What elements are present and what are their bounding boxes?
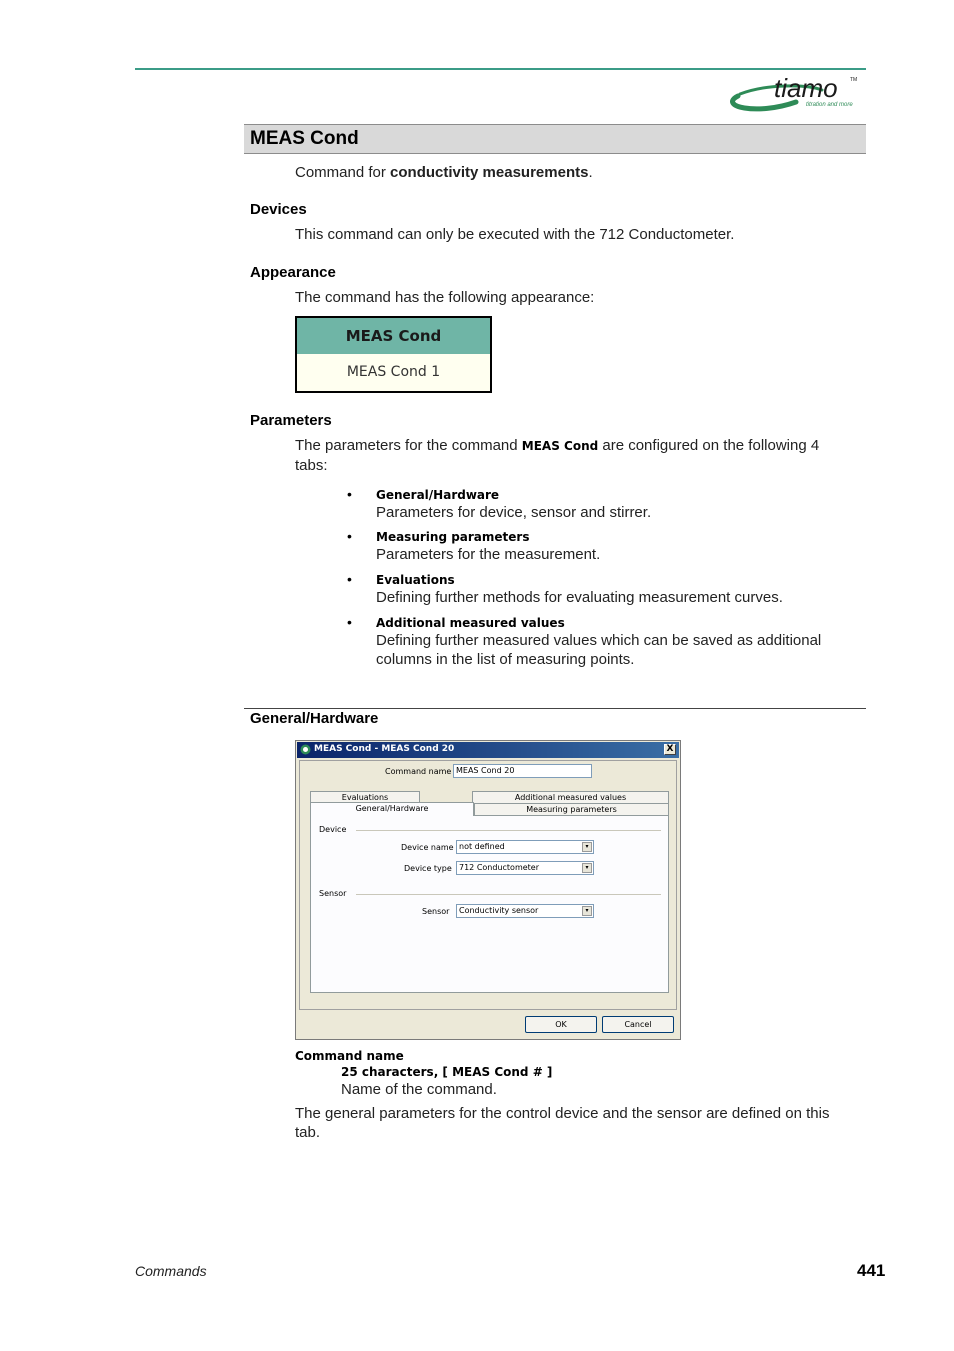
command-name-input[interactable]: MEAS Cond 20 — [453, 764, 592, 778]
tiamo-logo — [726, 72, 866, 116]
dialog-body — [299, 760, 677, 1010]
section-bar — [244, 124, 866, 154]
command-name-label: Command name — [385, 767, 452, 776]
general-closing-line1: The general parameters for the control device and the sensor are defined on this — [295, 1105, 830, 1122]
header-rule — [135, 68, 866, 70]
logo-tm: TM — [850, 77, 858, 83]
sensor-label: Sensor — [422, 907, 450, 916]
parameters-text — [295, 436, 855, 475]
list-item-title: Measuring parameters — [376, 530, 530, 544]
command-name-heading: Command name — [295, 1049, 404, 1063]
command-appearance-box — [295, 316, 492, 393]
app-icon — [300, 744, 311, 755]
bullet-dot: • — [347, 528, 352, 544]
tab-measuring-parameters[interactable]: Measuring parameters — [474, 803, 669, 815]
device-type-select[interactable] — [456, 861, 594, 875]
list-item-desc: Parameters for device, sensor and stirrer. — [376, 504, 652, 521]
intro-bold: conductivity measurements — [390, 164, 589, 181]
device-group-line — [356, 830, 661, 831]
section-divider — [244, 708, 866, 709]
general-heading: General/Hardware — [250, 710, 379, 727]
device-name-label: Device name — [401, 843, 454, 852]
device-type-label: Device type — [404, 864, 452, 873]
chevron-down-icon[interactable]: ▾ — [582, 863, 592, 873]
intro-text — [295, 163, 593, 182]
list-item-desc: Parameters for the measurement. — [376, 546, 601, 563]
sensor-select[interactable] — [456, 904, 594, 918]
dialog-title: MEAS Cond - MEAS Cond 20 — [314, 744, 455, 754]
chevron-down-icon[interactable]: ▾ — [582, 906, 592, 916]
general-closing-line2: tab. — [295, 1124, 321, 1141]
parameters-heading: Parameters — [250, 412, 332, 429]
bullet-dot: • — [347, 486, 352, 502]
tab-panel — [310, 815, 669, 993]
command-appearance-label: MEAS Cond 1 — [346, 364, 441, 380]
list-item-desc: Defining further measured values which can be saved as additional — [376, 632, 822, 649]
page-number: 441 — [857, 1261, 886, 1280]
appearance-text: The command has the following appearance: — [295, 289, 595, 306]
sensor-value: Conductivity sensor — [459, 906, 539, 915]
parameters-text-suffix: are configured on the following 4 — [598, 437, 820, 454]
dialog-titlebar — [297, 742, 679, 758]
devices-text: This command can only be executed with the 712 Conductometer. — [295, 226, 735, 243]
command-name-spec: 25 characters, [ MEAS Cond # ] — [341, 1065, 553, 1079]
bullet-dot: • — [347, 571, 352, 587]
device-name-value: not defined — [459, 842, 505, 851]
list-item-desc-line2: columns in the list of measuring points. — [376, 651, 635, 668]
footer-chapter: Commands — [135, 1263, 207, 1279]
cancel-button[interactable]: Cancel — [602, 1016, 674, 1033]
parameters-code: MEAS Cond — [521, 439, 599, 453]
command-appearance-title: MEAS Cond — [345, 327, 442, 345]
list-item-title: General/Hardware — [376, 488, 500, 502]
sensor-group-line — [356, 894, 661, 895]
logo-tagline: titration and more — [806, 102, 853, 108]
list-item-title: Evaluations — [376, 573, 455, 587]
meas-cond-dialog — [295, 740, 681, 1040]
ok-button[interactable]: OK — [525, 1016, 597, 1033]
parameters-text-line2: tabs: — [295, 457, 328, 474]
device-group-label: Device — [319, 825, 347, 834]
close-button[interactable]: X — [664, 744, 676, 755]
list-item-desc: Defining further methods for evaluating measurement curves. — [376, 589, 783, 606]
intro-prefix: Command for — [295, 164, 391, 181]
section-title: MEAS Cond — [250, 128, 359, 149]
parameters-text-prefix: The parameters for the command — [295, 437, 522, 454]
devices-heading: Devices — [250, 201, 307, 218]
device-name-select[interactable] — [456, 840, 594, 854]
tab-general-hardware[interactable]: General/Hardware — [310, 802, 474, 816]
logo-text: tiamo — [774, 73, 838, 103]
sensor-group-label: Sensor — [319, 889, 347, 898]
tab-evaluations[interactable]: Evaluations — [310, 791, 420, 803]
bullet-dot: • — [347, 614, 352, 630]
appearance-heading: Appearance — [250, 264, 336, 281]
command-name-desc: Name of the command. — [341, 1081, 497, 1098]
tab-additional-measured-values[interactable]: Additional measured values — [472, 791, 669, 803]
device-type-value: 712 Conductometer — [459, 863, 540, 872]
list-item-title: Additional measured values — [376, 616, 565, 630]
chevron-down-icon[interactable]: ▾ — [582, 842, 592, 852]
intro-suffix: . — [588, 164, 593, 181]
general-closing-text — [295, 1104, 860, 1142]
